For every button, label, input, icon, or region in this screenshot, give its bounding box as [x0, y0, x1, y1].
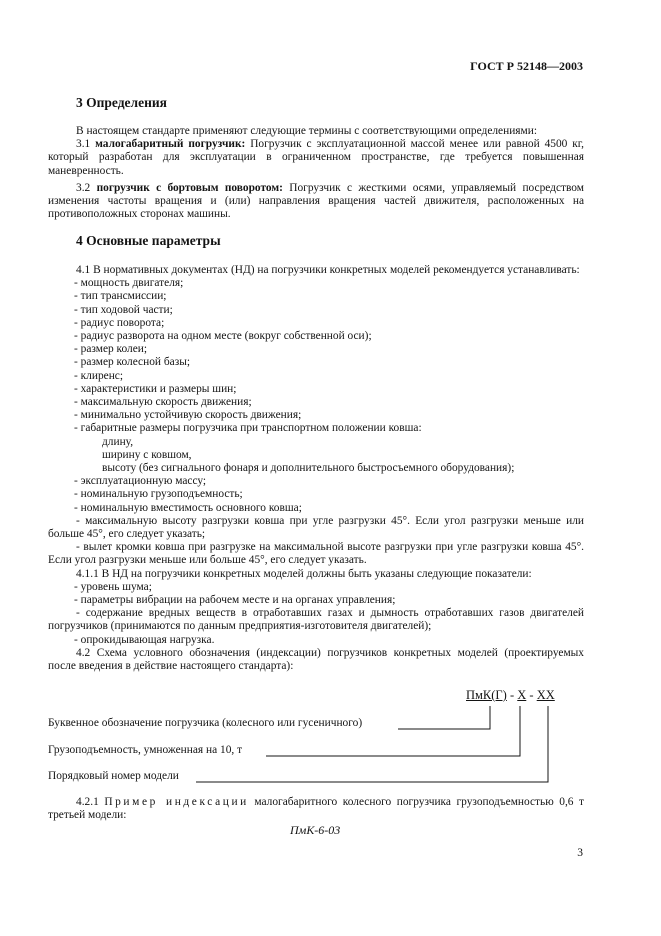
section-4-title: 4 Основные параметры	[76, 233, 221, 248]
sub-list-item: длину,	[102, 435, 134, 448]
code-separator: -	[506, 688, 518, 702]
section-4-body	[48, 264, 584, 673]
list-item: - габаритные размеры погрузчика при транспортном положении ковша:	[74, 422, 422, 435]
term-definition: Погрузчик с эксплуатационной массой менее или равной 4500 кг, который разработан для эксплуатации в ограниченном пространстве, где требуется повышенная маневренность.	[48, 138, 584, 177]
leader-line-capacity	[266, 706, 520, 756]
code-separator: -	[526, 688, 537, 702]
example-designation: ПмК-6-03	[290, 823, 341, 837]
list-item: - эксплуатационную массу;	[74, 475, 207, 488]
list-4-1	[48, 277, 584, 567]
list-item: - характеристики и размеры шин;	[74, 382, 237, 395]
designation-scheme-lines	[0, 690, 661, 790]
example-text: малогабаритного колесного погрузчика грузоподъемностью 0,6 т третьей модели:	[48, 796, 584, 822]
paragraph-4-2-1	[48, 796, 584, 822]
term-definition: Погрузчик с жесткими осями, управляемый посредством изменения частоты вращения и (или) направления вращения частей движителя, расположенных на противоположных сторонах машины.	[48, 181, 584, 221]
list-item: - размер колесной базы;	[74, 356, 191, 369]
list-item: - параметры вибрации на рабочем месте и на органах управления;	[74, 594, 396, 607]
list-item-reach: - вылет кромки ковша при разгрузке на максимальной высоте разгрузки при угле разгрузки ковша 45°. Если угол разгрузки меньше или больше 45°, его следует указать.	[48, 541, 584, 567]
term-number: 3.2	[76, 181, 91, 194]
list-item: - содержание вредных веществ в отработавших газах и дымность отработавших газов двигателей погрузчиков (принимаются по данным предприятия-изготовителя двигателей);	[48, 607, 584, 633]
paragraph-4-2: 4.2 Схема условного обозначения (индексации) погрузчиков конкретных моделей (проектируемых после введения в действие настоящего стандарта):	[48, 646, 584, 673]
scheme-label-letters: Буквенное обозначение погрузчика (колесного или гусеничного)	[48, 717, 363, 729]
term-number: 3.1	[76, 138, 91, 151]
list-item: - максимальную скорость движения;	[74, 396, 252, 409]
list-item: - радиус разворота на одном месте (вокруг собственной оси);	[74, 330, 372, 343]
list-item: - тип ходовой части;	[74, 303, 173, 316]
list-item-height: - максимальную высоту разгрузки ковша при угле разгрузки 45°. Если угол разгрузки меньше или больше 45°, его следует указать;	[48, 514, 584, 541]
list-item: - размер колеи;	[74, 343, 148, 356]
scheme-label-capacity: Грузоподъемность, умноженная на 10, т	[48, 744, 243, 756]
term-name: погрузчик с бортовым поворотом:	[96, 181, 283, 194]
list-item: - номинальную грузоподъемность;	[74, 488, 243, 501]
code-model: ХХ	[536, 688, 555, 702]
example-paragraph	[48, 796, 584, 822]
list-item: - клиренс;	[74, 369, 124, 382]
section-3-title: 3 Определения	[76, 95, 167, 110]
scheme-label-model: Порядковый номер модели	[48, 770, 179, 782]
standard-number: ГОСТ Р 52148—2003	[470, 59, 583, 73]
code-capacity: Х	[517, 688, 527, 702]
example-heading: Пример индексации	[104, 796, 249, 808]
paragraph-4-1: 4.1 В нормативных документах (НД) на погрузчики конкретных моделей рекомендуется устанавливать:	[76, 264, 580, 276]
list-item: - тип трансмиссии;	[74, 290, 167, 303]
leader-line-letters	[398, 706, 490, 729]
page-number: 3	[577, 847, 583, 859]
list-item: - номинальную вместимость основного ковша;	[74, 501, 302, 514]
list-item: - мощность двигателя;	[74, 277, 184, 290]
section-3-intro: В настоящем стандарте применяют следующие термины с соответствующими определениями:	[76, 125, 538, 137]
sub-list-item: высоту (без сигнального фонаря и дополнительного быстросъемного оборудования);	[102, 462, 515, 475]
term-3-1	[48, 138, 584, 178]
term-3-2	[48, 182, 584, 222]
paragraph-number: 4.2.1	[76, 796, 99, 808]
sub-list-item: ширину с ковшом,	[102, 448, 192, 461]
list-item: - минимально устойчивую скорость движения;	[74, 409, 302, 422]
paragraph-4-1-1: 4.1.1 В НД на погрузчики конкретных моделей должны быть указаны следующие показатели:	[76, 567, 532, 580]
list-4-1-1	[48, 581, 584, 647]
leader-line-model	[196, 706, 548, 782]
section-3-body	[48, 125, 584, 221]
code-letters: ПмК(Г)	[466, 688, 507, 702]
term-name: малогабаритный погрузчик:	[95, 138, 246, 151]
list-item: - опрокидывающая нагрузка.	[74, 633, 215, 646]
list-item: - уровень шума;	[74, 580, 152, 593]
list-item: - радиус поворота;	[74, 316, 165, 329]
